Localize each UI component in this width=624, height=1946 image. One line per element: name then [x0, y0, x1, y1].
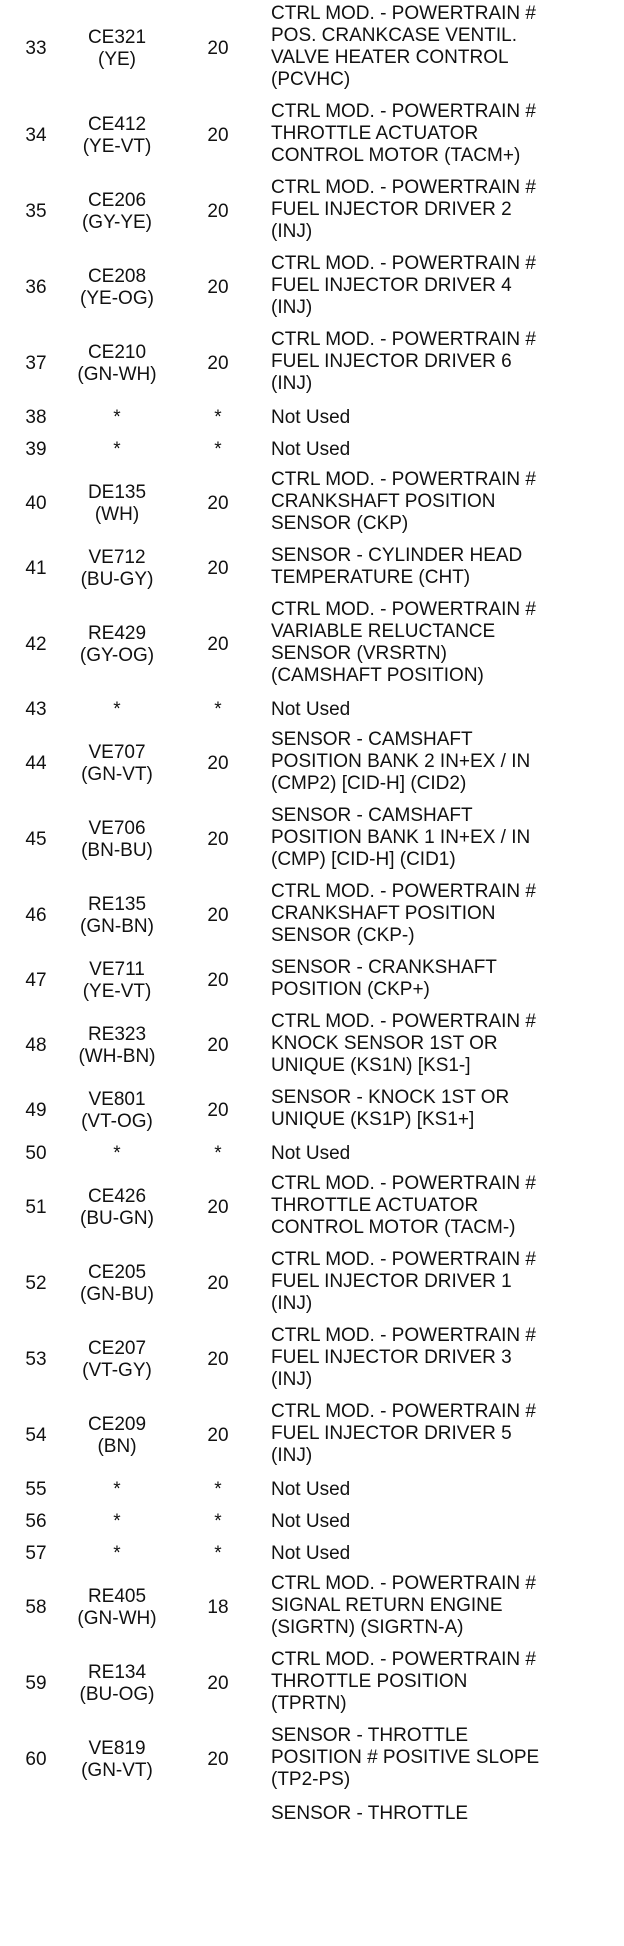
circuit-cell	[62, 0, 172, 98]
wire-color: (GN-WH)	[77, 1608, 157, 1629]
wire-gauge: 20	[207, 1035, 229, 1056]
circuit-id: CE321	[87, 27, 147, 48]
pin-number: 42	[25, 634, 47, 655]
table-row	[0, 542, 624, 596]
circuit-id: CE426	[87, 1186, 147, 1207]
circuit-cell	[62, 1398, 172, 1474]
circuit-cell	[62, 1138, 172, 1170]
table-row	[0, 326, 624, 402]
pin-number: 55	[25, 1479, 47, 1500]
circuit-description: CTRL MOD. - POWERTRAIN # FUEL INJECTOR DRIVER 3 (INJ)	[271, 1325, 536, 1390]
pin-number: 36	[25, 277, 47, 298]
pin-number: 52	[25, 1273, 47, 1294]
wire-gauge: 20	[207, 1673, 229, 1694]
table-row	[0, 1084, 624, 1138]
circuit-description: Not Used	[271, 407, 351, 428]
circuit-id: CE412	[87, 114, 147, 135]
wire-color: (YE-VT)	[82, 136, 152, 157]
pin-number: 35	[25, 201, 47, 222]
circuit-id: *	[113, 699, 121, 720]
wire-color: (GN-BU)	[80, 1284, 154, 1305]
pin-number: 54	[25, 1425, 47, 1446]
wire-gauge: *	[214, 1479, 222, 1500]
wire-gauge: 18	[207, 1597, 229, 1618]
pin-number: 41	[25, 558, 47, 579]
pin-number: 39	[25, 439, 47, 460]
table-row	[0, 1538, 624, 1570]
wire-gauge: 20	[207, 829, 229, 850]
wire-gauge: 20	[207, 201, 229, 222]
pin-number: 48	[25, 1035, 47, 1056]
wire-color: (WH)	[94, 504, 140, 525]
table-row	[0, 1474, 624, 1506]
wire-gauge: *	[214, 699, 222, 720]
circuit-description: Not Used	[271, 1543, 351, 1564]
wire-gauge: *	[214, 1143, 222, 1164]
wire-color: (GN-VT)	[81, 1760, 153, 1781]
pin-number	[14, 1798, 58, 1830]
circuit-description: CTRL MOD. - POWERTRAIN # FUEL INJECTOR DRIVER 2 (INJ)	[271, 177, 536, 242]
circuit-cell	[62, 174, 172, 250]
circuit-description: Not Used	[271, 439, 351, 460]
pin-number: 53	[25, 1349, 47, 1370]
wire-color: (YE-OG)	[80, 288, 154, 309]
circuit-description: CTRL MOD. - POWERTRAIN # POS. CRANKCASE VENTIL. VALVE HEATER CONTROL (PCVHC)	[271, 3, 536, 90]
circuit-cell	[62, 250, 172, 326]
wire-gauge: 20	[207, 1749, 229, 1770]
circuit-cell	[62, 326, 172, 402]
circuit-cell	[62, 1538, 172, 1570]
circuit-id: RE135	[87, 894, 147, 915]
wire-color: (YE)	[98, 49, 136, 70]
pin-number: 33	[25, 38, 47, 59]
wire-gauge: 20	[207, 1197, 229, 1218]
table-row	[0, 694, 624, 726]
circuit-cell	[62, 1646, 172, 1722]
circuit-cell	[62, 402, 172, 434]
table-row	[0, 1008, 624, 1084]
circuit-cell	[62, 694, 172, 726]
circuit-id: *	[113, 439, 121, 460]
circuit-id: CE209	[87, 1414, 147, 1435]
circuit-description: CTRL MOD. - POWERTRAIN # FUEL INJECTOR DRIVER 5 (INJ)	[271, 1401, 536, 1466]
circuit-id: RE405	[87, 1586, 147, 1607]
circuit-cell	[62, 1322, 172, 1398]
circuit-id: RE323	[87, 1024, 147, 1045]
wire-color: (GY-OG)	[79, 645, 155, 666]
circuit-description: CTRL MOD. - POWERTRAIN # CRANKSHAFT POSITION SENSOR (CKP)	[271, 469, 536, 534]
pin-number: 47	[25, 970, 47, 991]
pin-number: 56	[25, 1511, 47, 1532]
wire-gauge: 20	[207, 558, 229, 579]
circuit-description: CTRL MOD. - POWERTRAIN # CRANKSHAFT POSITION SENSOR (CKP-)	[271, 881, 536, 946]
circuit-id: CE205	[87, 1262, 147, 1283]
circuit-id: *	[113, 1543, 121, 1564]
circuit-id: DE135	[87, 482, 147, 503]
circuit-description: SENSOR - CAMSHAFT POSITION BANK 1 IN+EX / IN (CMP) [CID-H] (CID1)	[271, 805, 531, 870]
pin-number: 34	[25, 125, 47, 146]
circuit-cell	[62, 542, 172, 596]
table-row	[0, 1246, 624, 1322]
circuit-description: SENSOR - CYLINDER HEAD TEMPERATURE (CHT)	[271, 545, 523, 588]
circuit-cell	[62, 98, 172, 174]
pin-number: 37	[25, 353, 47, 374]
circuit-cell	[62, 878, 172, 954]
table-row	[0, 0, 624, 98]
table-row	[0, 1322, 624, 1398]
wire-gauge: 20	[207, 970, 229, 991]
circuit-cell	[62, 1246, 172, 1322]
table-row	[0, 466, 624, 542]
wire-gauge: 20	[207, 1273, 229, 1294]
circuit-id: VE707	[88, 742, 146, 763]
pin-number: 40	[25, 493, 47, 514]
wire-gauge: *	[214, 1543, 222, 1564]
wire-color: (GN-VT)	[81, 764, 153, 785]
circuit-id: *	[113, 1143, 121, 1164]
circuit-cell	[62, 434, 172, 466]
circuit-description: CTRL MOD. - POWERTRAIN # SIGNAL RETURN ENGINE (SIGRTN) (SIGRTN-A)	[271, 1573, 536, 1638]
wire-color: (BU-GN)	[80, 1208, 154, 1229]
table-row	[0, 726, 624, 802]
circuit-cell	[62, 1008, 172, 1084]
wire-gauge: 20	[207, 277, 229, 298]
pin-number: 60	[25, 1749, 47, 1770]
table-row	[0, 1798, 624, 1830]
wire-color: (YE-VT)	[82, 981, 152, 1002]
table-row	[0, 1722, 624, 1798]
circuit-description: SENSOR - KNOCK 1ST OR UNIQUE (KS1P) [KS1+]	[271, 1087, 510, 1130]
circuit-description: SENSOR - CRANKSHAFT POSITION (CKP+)	[271, 957, 497, 1000]
circuit-id: VE711	[89, 959, 145, 980]
circuit-description: CTRL MOD. - POWERTRAIN # THROTTLE ACTUATOR CONTROL MOTOR (TACM+)	[271, 101, 536, 166]
wire-color: (BU-OG)	[79, 1684, 155, 1705]
wire-gauge: 20	[207, 634, 229, 655]
circuit-cell	[62, 726, 172, 802]
table-row	[0, 802, 624, 878]
table-row	[0, 1646, 624, 1722]
circuit-cell	[62, 596, 172, 694]
circuit-cell	[62, 1084, 172, 1138]
table-row	[0, 1398, 624, 1474]
circuit-cell	[62, 1170, 172, 1246]
circuit-description: CTRL MOD. - POWERTRAIN # THROTTLE POSITION (TPRTN)	[271, 1649, 536, 1714]
circuit-id: VE712	[88, 547, 146, 568]
circuit-description: Not Used	[271, 1511, 351, 1532]
table-row	[0, 1170, 624, 1246]
wire-color: (GN-BN)	[80, 916, 154, 937]
wire-color: (BN)	[97, 1436, 137, 1457]
wire-color: (WH-BN)	[78, 1046, 156, 1067]
circuit-description: SENSOR - CAMSHAFT POSITION BANK 2 IN+EX / IN (CMP2) [CID-H] (CID2)	[271, 729, 531, 794]
circuit-id: VE819	[88, 1738, 146, 1759]
circuit-id: RE134	[87, 1662, 147, 1683]
wire-gauge	[195, 1798, 241, 1830]
wire-gauge: 20	[207, 753, 229, 774]
wire-color: (GY-YE)	[81, 212, 153, 233]
pin-number: 59	[25, 1673, 47, 1694]
table-row	[0, 1506, 624, 1538]
pin-number: 43	[25, 699, 47, 720]
pin-number: 46	[25, 905, 47, 926]
pin-number: 51	[25, 1197, 47, 1218]
wire-gauge: 20	[207, 1349, 229, 1370]
pin-number: 58	[25, 1597, 47, 1618]
table-row	[0, 434, 624, 466]
circuit-cell	[62, 1798, 172, 1830]
circuit-description: Not Used	[271, 1143, 351, 1164]
wire-gauge: 20	[207, 1425, 229, 1446]
wire-color: (VT-GY)	[82, 1360, 152, 1381]
pin-number: 44	[25, 753, 47, 774]
table-row	[0, 596, 624, 694]
wire-color: (BU-GY)	[80, 569, 154, 590]
circuit-description: CTRL MOD. - POWERTRAIN # KNOCK SENSOR 1ST OR UNIQUE (KS1N) [KS1-]	[271, 1011, 536, 1076]
wire-gauge: *	[214, 1511, 222, 1532]
wire-gauge: 20	[207, 493, 229, 514]
pin-number: 38	[25, 407, 47, 428]
circuit-cell	[62, 1722, 172, 1798]
pin-number: 50	[25, 1143, 47, 1164]
wire-gauge: 20	[207, 38, 229, 59]
circuit-id: CE206	[87, 190, 147, 211]
wire-gauge: *	[214, 407, 222, 428]
circuit-cell	[62, 1474, 172, 1506]
circuit-id: VE801	[88, 1089, 146, 1110]
wire-gauge: 20	[207, 1100, 229, 1121]
table-row	[0, 250, 624, 326]
pin-number: 57	[25, 1543, 47, 1564]
pin-number: 49	[25, 1100, 47, 1121]
circuit-description: CTRL MOD. - POWERTRAIN # FUEL INJECTOR DRIVER 6 (INJ)	[271, 329, 536, 394]
circuit-description: CTRL MOD. - POWERTRAIN # THROTTLE ACTUATOR CONTROL MOTOR (TACM-)	[271, 1173, 536, 1238]
wire-gauge: 20	[207, 905, 229, 926]
circuit-description: CTRL MOD. - POWERTRAIN # FUEL INJECTOR DRIVER 4 (INJ)	[271, 253, 536, 318]
wire-color: (BN-BU)	[81, 840, 153, 861]
circuit-id: CE208	[87, 266, 147, 287]
wire-gauge: *	[214, 439, 222, 460]
wire-color: (VT-OG)	[81, 1111, 153, 1132]
table-row	[0, 98, 624, 174]
circuit-cell	[62, 466, 172, 542]
circuit-description: SENSOR - THROTTLE	[271, 1803, 469, 1824]
table-row	[0, 878, 624, 954]
circuit-id: *	[113, 407, 121, 428]
circuit-cell	[62, 1506, 172, 1538]
table-row	[0, 954, 624, 1008]
table-row	[0, 1138, 624, 1170]
wire-gauge: 20	[207, 353, 229, 374]
circuit-cell	[62, 802, 172, 878]
pin-number: 45	[25, 829, 47, 850]
table-row	[0, 1570, 624, 1646]
circuit-id: *	[113, 1479, 121, 1500]
circuit-description: Not Used	[271, 699, 351, 720]
circuit-cell	[62, 1570, 172, 1646]
circuit-id: RE429	[87, 623, 147, 644]
circuit-id: VE706	[88, 818, 146, 839]
circuit-cell	[62, 954, 172, 1008]
wire-gauge: 20	[207, 125, 229, 146]
circuit-description: CTRL MOD. - POWERTRAIN # FUEL INJECTOR DRIVER 1 (INJ)	[271, 1249, 536, 1314]
table-row	[0, 402, 624, 434]
wire-color: (GN-WH)	[77, 364, 157, 385]
circuit-description: Not Used	[271, 1479, 351, 1500]
circuit-id: CE210	[87, 342, 147, 363]
circuit-id: *	[113, 1511, 121, 1532]
table-row	[0, 174, 624, 250]
circuit-description: CTRL MOD. - POWERTRAIN # VARIABLE RELUCTANCE SENSOR (VRSRTN) (CAMSHAFT POSITION)	[271, 599, 536, 686]
circuit-id: CE207	[87, 1338, 147, 1359]
circuit-description: SENSOR - THROTTLE POSITION # POSITIVE SLOPE (TP2-PS)	[271, 1725, 540, 1790]
